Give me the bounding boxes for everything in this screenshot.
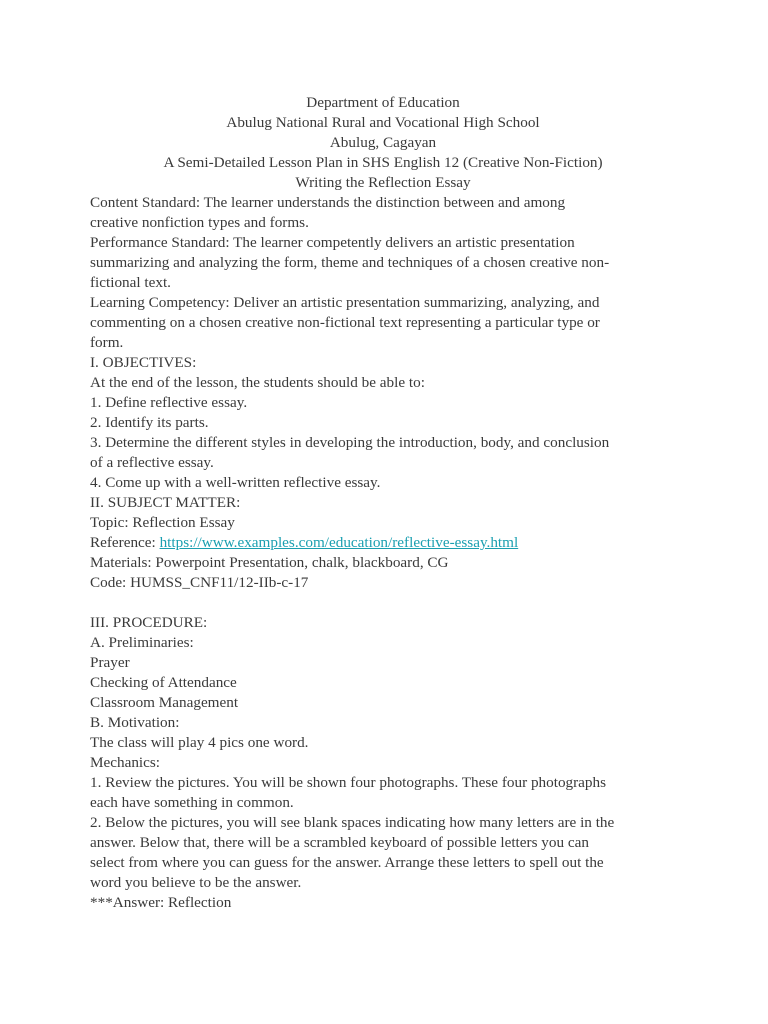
motivation-heading: B. Motivation: [90,714,180,731]
lesson-plan-document [90,93,690,913]
reference-line [90,533,690,553]
mechanics-step-1-line-2: each have something in common. [90,794,294,811]
procedure-heading: III. PROCEDURE: [90,614,208,631]
objective-item-1: 1. Define reflective essay. [90,394,248,411]
content-standard-line-2: creative nonfiction types and forms. [90,214,309,231]
objectives-heading: I. OBJECTIVES: [90,354,197,371]
preliminaries-heading: A. Preliminaries: [90,634,194,651]
reference-label: Reference: [90,534,160,551]
performance-standard-line-1: Performance Standard: The learner competently delivers an artistic presentation [90,234,575,251]
materials-line: Materials: Powerpoint Presentation, chalk, blackboard, CG [90,554,449,571]
department-heading: Department of Education [306,94,460,111]
content-standard-line-1: Content Standard: The learner understands the distinction between and among [90,194,566,211]
subject-matter-heading: II. SUBJECT MATTER: [90,494,241,511]
attendance-item: Checking of Attendance [90,674,237,691]
mechanics-heading: Mechanics: [90,754,161,771]
school-name: Abulug National Rural and Vocational High School [226,114,540,131]
performance-standard-line-2: summarizing and analyzing the form, theme and techniques of a chosen creative non- [90,254,610,271]
prayer-item: Prayer [90,654,130,671]
mechanics-step-2-line-4: word you believe to be the answer. [90,874,302,891]
mechanics-step-2-line-3: select from where you can guess for the answer. Arrange these letters to spell out the [90,854,604,871]
mechanics-step-1-line-1: 1. Review the pictures. You will be shown four photographs. These four photographs [90,774,607,791]
objectives-intro: At the end of the lesson, the students should be able to: [90,374,425,391]
learning-competency-line-3: form. [90,334,124,351]
lesson-title: Writing the Reflection Essay [295,174,471,191]
topic-line: Topic: Reflection Essay [90,514,235,531]
code-line: Code: HUMSS_CNF11/12-IIb-c-17 [90,574,309,591]
blank-line [90,593,690,613]
objective-item-2: 2. Identify its parts. [90,414,209,431]
answer-line: ***Answer: Reflection [90,894,232,911]
lesson-plan-title: A Semi-Detailed Lesson Plan in SHS English 12 (Creative Non-Fiction) [163,154,603,171]
objective-item-4: 4. Come up with a well-written reflective essay. [90,474,381,491]
performance-standard-line-3: fictional text. [90,274,171,291]
school-location: Abulug, Cagayan [329,134,437,151]
objective-item-3-line-1: 3. Determine the different styles in developing the introduction, body, and conclusion [90,434,610,451]
reference-link[interactable]: https://www.examples.com/education/reflective-essay.html [159,534,519,551]
objective-item-3-line-2: of a reflective essay. [90,454,214,471]
game-description: The class will play 4 pics one word. [90,734,309,751]
classroom-management-item: Classroom Management [90,694,239,711]
learning-competency-line-1: Learning Competency: Deliver an artistic presentation summarizing, analyzing, and [90,294,600,311]
mechanics-step-2-line-2: answer. Below that, there will be a scrambled keyboard of possible letters you can [90,834,589,851]
mechanics-step-2-line-1: 2. Below the pictures, you will see blank spaces indicating how many letters are in the [90,814,615,831]
learning-competency-line-2: commenting on a chosen creative non-fictional text representing a particular type or [90,314,600,331]
